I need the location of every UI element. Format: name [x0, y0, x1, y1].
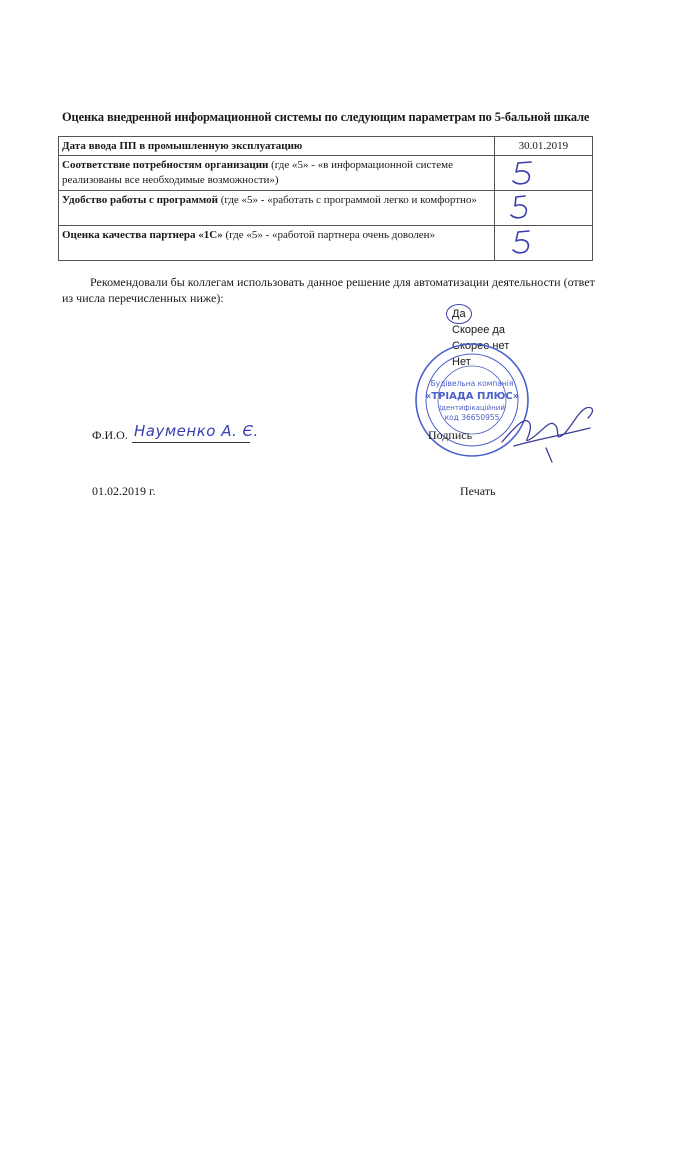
stamp-line-4: код 36650955 [444, 413, 500, 422]
stamp-line-1: Будівельна компанія [430, 379, 514, 388]
table-row [59, 191, 593, 226]
parameter-name: Дата ввода ПП в промышленную эксплуатацию [62, 140, 303, 152]
signature-label: Подпись [428, 428, 473, 442]
table-row [59, 156, 593, 191]
score-cell [494, 156, 592, 191]
parameter-cell [59, 191, 495, 226]
option-no: Нет [452, 356, 471, 368]
parameter-cell [59, 137, 495, 156]
parameter-name: Соответствие потребностям организации [62, 159, 269, 172]
parameter-description: (где «5» - «работать с программой легко и комфортно» [217, 194, 477, 207]
commissioning-date: 30.01.2019 [518, 140, 569, 152]
parameter-cell [59, 226, 495, 261]
parameter-name: Удобство работы с программой [62, 194, 218, 207]
parameter-description: (где «5» - «работой партнера очень доволен» [222, 229, 436, 242]
page-title: Оценка внедренной информационной системы по следующим параметрам по 5-бальной шкале [62, 110, 590, 124]
fio-underline [132, 442, 250, 443]
stamp-line-3: Ідентифікаційний [439, 404, 505, 412]
score-cell [494, 191, 592, 226]
parameter-name: Оценка качества партнера «1С» [62, 229, 223, 242]
option-rather-no: Скорее нет [452, 340, 510, 352]
handwritten-score-5 [505, 193, 545, 223]
table-row [59, 137, 593, 156]
rating-table [58, 136, 593, 261]
stamp-label: Печать [460, 484, 496, 498]
handwritten-signature [500, 398, 600, 464]
value-cell [494, 137, 592, 156]
recommend-question: Рекомендовали бы коллегам использовать данное решение для автоматизации деятельности (ответ из числа перечисленных ниже): [62, 275, 595, 306]
table-row [59, 226, 593, 261]
document-date: 01.02.2019 г. [92, 484, 156, 498]
fio-handwritten-name: Науменко А. Є. [134, 422, 259, 440]
stamp-line-2: «ТРІАДА ПЛЮС» [424, 391, 520, 402]
handwritten-score-5 [505, 158, 545, 188]
selected-option-circle [446, 304, 472, 324]
parameter-cell [59, 156, 495, 191]
option-rather-yes: Скорее да [452, 324, 505, 336]
fio-label: Ф.И.О. [92, 428, 128, 442]
parameter-description: (где «5» - «в информационной системе реализованы все необходимые возможности») [62, 159, 453, 186]
option-yes: Да [452, 308, 466, 320]
handwritten-score-5 [505, 228, 545, 258]
score-cell [494, 226, 592, 261]
